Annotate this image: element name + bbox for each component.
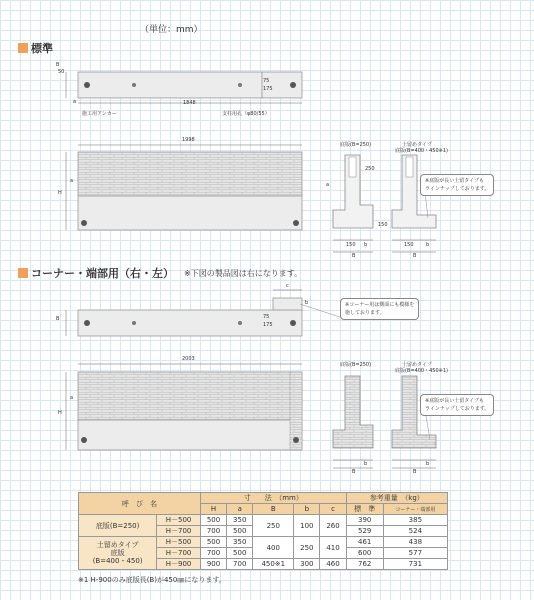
- anchor-label: 施工用アンカー: [82, 111, 117, 117]
- row-name: H－900: [157, 559, 201, 570]
- row-group: 底版(B=250): [79, 515, 157, 537]
- subheader: a: [227, 504, 253, 515]
- callout-note: ※底版が長い土留タイプも ラインナップしております。: [420, 394, 494, 416]
- cell: 762: [346, 559, 383, 570]
- standard-elevation-view: [66, 145, 302, 230]
- corner-elevation-view: [66, 364, 302, 450]
- cell: 410: [320, 537, 346, 559]
- callout-note: ※コーナー用は側面にも模様を 施しております。: [340, 298, 419, 320]
- dim-label: B: [56, 62, 60, 68]
- dim-label: H: [58, 410, 62, 416]
- dim-label: 175: [263, 322, 273, 328]
- dim-label: a: [70, 395, 74, 401]
- section-title: 土留めタイプ: [402, 142, 432, 148]
- row-name: H－700: [157, 548, 201, 559]
- cell: 450※1: [253, 559, 294, 570]
- cell: 460: [320, 559, 346, 570]
- cell: 731: [383, 559, 447, 570]
- section-note: ※下図の製品図は右になります。: [184, 268, 303, 278]
- dim-label: a: [73, 99, 77, 105]
- subheader: 標 準: [346, 504, 383, 515]
- dim-label: 1848: [183, 100, 196, 106]
- row-name: H－500: [157, 515, 201, 526]
- corner-section-wide: [392, 376, 436, 468]
- dim-label: b: [426, 461, 430, 467]
- cell: 390: [346, 515, 383, 526]
- cell: 350: [227, 515, 253, 526]
- cell: 461: [346, 537, 383, 548]
- section-title: 標準: [31, 42, 53, 55]
- dim-label: H: [58, 190, 62, 196]
- corner-plan-view: [66, 290, 302, 336]
- dim-label: a: [70, 178, 74, 184]
- row-name: H－500: [157, 537, 201, 548]
- cell: 385: [383, 515, 447, 526]
- dim-label: 50: [58, 69, 65, 75]
- dim-label: b: [364, 461, 368, 467]
- cell: 400: [253, 537, 294, 559]
- cell: 438: [383, 537, 447, 548]
- dim-label: B: [413, 469, 417, 475]
- dim-label: 75: [263, 78, 270, 84]
- subheader: c: [320, 504, 346, 515]
- row-group: 土留めタイプ 底版 (B=400・450): [79, 537, 157, 570]
- header-weight: 参考重量 （kg）: [346, 493, 447, 504]
- subheader: b: [294, 504, 320, 515]
- header-dims: 寸 法 （mm）: [200, 493, 346, 504]
- cell: 524: [383, 526, 447, 537]
- post-hole-label: 支柱用孔（φ80/55）: [222, 111, 270, 117]
- section-title: 底版(B=250): [340, 362, 372, 368]
- row-name: H－700: [157, 526, 201, 537]
- dim-label: 2003: [182, 356, 195, 362]
- section-subtitle: 底版(B=400・450※1): [395, 368, 448, 374]
- dim-label: B: [352, 469, 356, 475]
- dim-label: b: [426, 242, 430, 248]
- subheader: B: [253, 504, 294, 515]
- dim-label: 75: [263, 314, 270, 320]
- dim-label: 150: [404, 242, 414, 248]
- dim-label: 150: [346, 242, 356, 248]
- cell: 700: [200, 526, 226, 537]
- subheader: H: [200, 504, 226, 515]
- cell: 250: [294, 537, 320, 559]
- table-row: [79, 515, 448, 526]
- dim-label: 150: [378, 222, 388, 228]
- spec-table: [78, 492, 448, 570]
- subheader: コーナー・端部用: [383, 504, 447, 515]
- standard-section-wide: [392, 155, 436, 252]
- dim-label: a: [326, 182, 330, 188]
- header-name: 呼 び 名: [79, 493, 201, 515]
- callout-note: ※底版が長い土留タイプも ラインナップしております。: [420, 174, 494, 196]
- cell: 100: [294, 515, 320, 537]
- dim-label: b: [364, 242, 368, 248]
- dim-label: c: [286, 283, 289, 289]
- dim-label: b: [305, 300, 309, 306]
- cell: 700: [200, 548, 226, 559]
- section-title: 底版(B=250): [340, 142, 372, 148]
- cell: 900: [200, 559, 226, 570]
- cell: 577: [383, 548, 447, 559]
- unit-label: （単位：mm）: [140, 25, 203, 35]
- dim-label: B: [352, 253, 356, 259]
- cell: 700: [227, 559, 253, 570]
- footnote: ※1 H-900のみ底版長(B)が450㎜になります。: [78, 576, 226, 584]
- corner-section-b250: [333, 376, 373, 468]
- cell: 500: [200, 515, 226, 526]
- cell: 260: [320, 515, 346, 537]
- dim-label: 250: [365, 166, 375, 172]
- cell: 529: [346, 526, 383, 537]
- cell: 500: [227, 548, 253, 559]
- section-title: 土留めタイプ: [402, 362, 432, 368]
- dim-label: 1998: [182, 137, 195, 143]
- table-row: [79, 537, 448, 548]
- section-title: コーナー・端部用（右・左）: [31, 267, 174, 280]
- cell: 250: [253, 515, 294, 537]
- cell: 350: [227, 537, 253, 548]
- dim-label: 175: [263, 86, 273, 92]
- cell: 500: [200, 537, 226, 548]
- cell: 500: [227, 526, 253, 537]
- dim-label: B: [56, 316, 60, 322]
- cell: 600: [346, 548, 383, 559]
- section-subtitle: 底版(B=400・450※1): [395, 148, 448, 154]
- cell: 300: [294, 559, 320, 570]
- dim-label: B: [413, 253, 417, 259]
